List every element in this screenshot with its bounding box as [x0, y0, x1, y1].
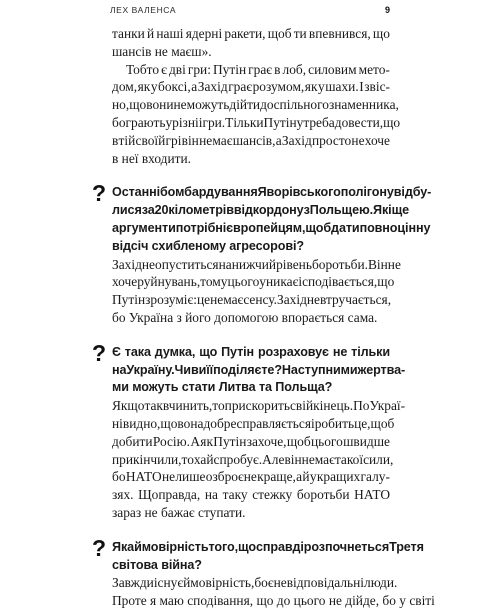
section-gap	[112, 522, 390, 539]
page-body	[92, 25, 435, 610]
text-line: зараз не бажає ступати.	[112, 504, 246, 520]
text-line: бо НАТО не лише озброєне краще, а й у кращих галу-	[112, 469, 390, 485]
running-head-author: ЛЕХ ВАЛЕНСА	[110, 5, 177, 15]
text-line: світова війна?	[112, 557, 202, 572]
text-line: ми можуть стати Литва та Польща?	[112, 380, 333, 395]
text-line: Проте я маю сподівання, що до цього не дійде, бо у світі	[112, 593, 435, 609]
text-line: ні видно, що вона добре справляється і робить це, щоб	[112, 415, 395, 431]
answer-paragraph	[112, 256, 401, 327]
text-line: зях. Щоправда, на таку стежку боротьби НАТО	[112, 487, 390, 503]
interview-question	[92, 534, 424, 575]
question-mark-icon: ?	[92, 180, 107, 207]
text-line: бо Україна з його допомогою впорається сама.	[112, 309, 378, 325]
answer-paragraph	[112, 25, 390, 61]
running-header	[110, 5, 390, 17]
section-gap	[112, 327, 390, 344]
section-gap	[112, 167, 390, 184]
text-line: шансів не маєш».	[112, 43, 212, 59]
answer-paragraph	[112, 61, 401, 168]
text-line: Тобто є дві гри: Путін грає в лоб, силовим мето-	[126, 61, 390, 77]
interview-question	[92, 180, 432, 255]
text-line: лися за 20 кілометрів від кордону з Польщею. Які ще	[112, 203, 410, 218]
text-line: дом, як у боксі, а Захід грає розумом, як у шахи. І звіс-	[112, 79, 390, 95]
text-line: хоче руйнувань, тому цього уникає і сподівається, що	[112, 274, 395, 290]
text-line: Путін зрозуміє: це не має сенсу. Захід не втручається,	[112, 292, 392, 308]
question-mark-icon: ?	[92, 339, 107, 366]
text-line: Останні бомбардування Яворівського полігону відбу-	[112, 185, 432, 200]
text-line: Якщо так вчинить, то прискорить свій кінець. По Украї-	[112, 398, 406, 414]
text-line: танки й наші ядерні ракети, щоб ти впевнився, що	[112, 26, 390, 41]
answer-paragraph	[112, 397, 406, 522]
text-line: добити Росію. А як Путін захоче, щоб цього швидше	[112, 433, 390, 449]
text-line: Яка ймовірність того, що справді розпочнеться Третя	[112, 539, 424, 554]
text-line: аргументи потрібні європейцям, щоб дати повноцінну	[112, 220, 431, 235]
text-line: Захід не опуститься на нижчий рівень боротьби. Він не	[112, 256, 401, 272]
text-line: в неї входити.	[112, 150, 192, 166]
text-line: в тій своїй грі він не має шансів, а Захід просто не хоче	[112, 132, 390, 148]
text-line: на Україну. Чи ви її поділяєте? Наступними жертва-	[112, 362, 406, 377]
text-line: Завжди існує ймовірність, бо є невідповідальні люди.	[112, 575, 398, 591]
text-line: бо грають у різні ігри. Тільки Путіну треба довести, що	[112, 114, 401, 130]
text-line: Є така думка, що Путін розраховує не тільки	[112, 344, 390, 359]
text-line: відсіч схибленому агресорові?	[112, 238, 304, 253]
text-line: прикінчили, то хай спробує. Але він не має такої сили,	[112, 451, 394, 467]
interview-question	[92, 339, 406, 397]
answer-paragraph	[112, 574, 435, 610]
question-mark-icon: ?	[92, 534, 107, 561]
text-line: но, що вони не можуть дійти до спільного знаменника,	[112, 97, 399, 113]
page-number: 9	[384, 5, 390, 15]
